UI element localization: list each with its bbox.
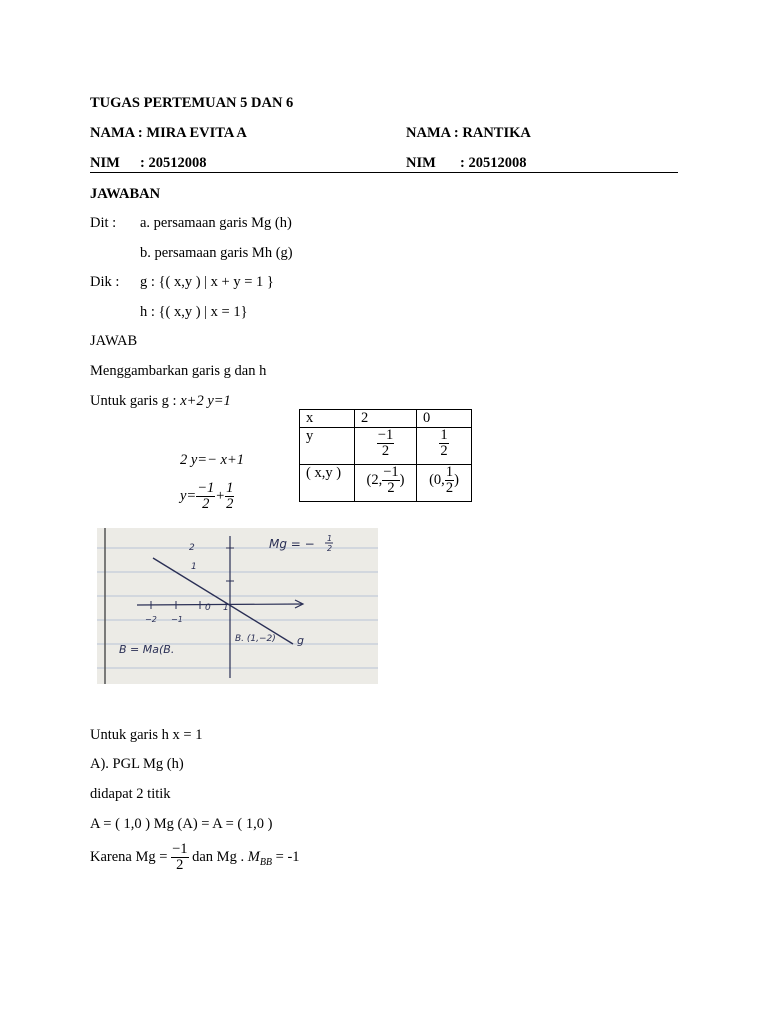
jawab-heading: JAWAB <box>90 333 138 349</box>
value-table <box>299 409 472 502</box>
nim-2-label: NIM <box>406 155 436 171</box>
header-divider <box>90 172 678 173</box>
pgl-line: A). PGL Mg (h) <box>90 756 184 772</box>
nim-1-value: : 20512008 <box>140 155 207 171</box>
table-cell: 0 <box>417 410 472 428</box>
graph-annotation-mg-den: 2 <box>327 544 333 553</box>
karena-line <box>90 842 300 873</box>
table-row <box>300 410 472 428</box>
table-row <box>300 428 472 465</box>
graph-annotation-mg-num: 1 <box>327 534 333 543</box>
name-2: NAMA : RANTIKA <box>406 125 531 141</box>
table-row <box>300 465 472 502</box>
dit-b: b. persamaan garis Mh (g) <box>140 245 293 261</box>
graph-drawing <box>97 528 378 684</box>
table-cell: 2 <box>355 410 417 428</box>
table-cell-point: (0, $\frac{1}{2}$ ) <box>417 465 472 502</box>
fraction-neg-half: $\frac{-1}{2}$ <box>172 841 188 874</box>
label-line-g: g <box>297 634 304 647</box>
axes <box>137 536 303 678</box>
label-b-equation: B = Ma(B. <box>119 643 175 656</box>
dit-a: a. persamaan garis Mg (h) <box>140 215 292 231</box>
karena-m: M <box>247 849 260 866</box>
table-cell-point: (2, $\frac{-1}{2}$ ) <box>355 465 417 502</box>
equation-y-plus: + <box>215 488 226 505</box>
doc-title: TUGAS PERTEMUAN 5 DAN 6 <box>90 95 294 111</box>
handwritten-graph-photo <box>97 528 378 684</box>
jawaban-heading: JAWABAN <box>90 186 161 202</box>
untuk-garis-g-text: Untuk garis g : <box>90 393 177 409</box>
nim-2-value: : 20512008 <box>460 155 527 171</box>
label-xm2: −2 <box>145 615 157 624</box>
label-xm1: −1 <box>171 615 183 624</box>
table-cell-fraction: $\frac{-1}{2}$ <box>355 428 417 465</box>
dik-label: Dik : <box>90 274 120 290</box>
equation-2y: 2 y=− x+1 <box>180 452 244 468</box>
dik-h: h : {( x,y ) | x = 1} <box>140 304 248 320</box>
dik-g: g : {( x,y ) | x + y = 1 } <box>140 274 274 290</box>
fraction-half: $\frac{1}{2}$ <box>226 480 234 513</box>
point-a-line: A = ( 1,0 ) Mg (A) = A = ( 1,0 ) <box>90 816 273 832</box>
label-y1: 1 <box>191 562 197 572</box>
table-cell: ( x,y ) <box>300 465 355 502</box>
table-cell: x <box>300 410 355 428</box>
untuk-garis-g-equation: x+2 y=1 <box>180 393 231 409</box>
graph-annotation-mg: Mg = − <box>269 537 315 551</box>
dit-label: Dit : <box>90 215 117 231</box>
label-x1: 1 <box>223 603 229 613</box>
nim-1-label: NIM <box>90 155 120 171</box>
fraction-neg-half: $\frac{-1}{2}$ <box>197 480 215 513</box>
karena-mid: dan Mg . <box>192 849 245 866</box>
table-cell-fraction: $\frac{1}{2}$ <box>417 428 472 465</box>
karena-suffix: = -1 <box>275 849 300 866</box>
equation-y-lhs: y= <box>180 488 197 505</box>
label-y2: 2 <box>189 543 195 553</box>
table-cell: y <box>300 428 355 465</box>
name-1: NAMA : MIRA EVITA A <box>90 125 247 141</box>
karena-subscript: BB <box>259 856 273 868</box>
karena-prefix: Karena Mg = <box>90 849 168 866</box>
equation-y <box>180 481 234 512</box>
menggambarkan-line: Menggambarkan garis g dan h <box>90 363 267 379</box>
line-g <box>153 558 293 644</box>
untuk-garis-g-line <box>90 393 231 410</box>
label-origin: 0 <box>205 603 211 613</box>
didapat-line: didapat 2 titik <box>90 786 171 802</box>
label-point-b: B. (1,−2) <box>235 634 276 644</box>
untuk-garis-h-line: Untuk garis h x = 1 <box>90 727 203 743</box>
